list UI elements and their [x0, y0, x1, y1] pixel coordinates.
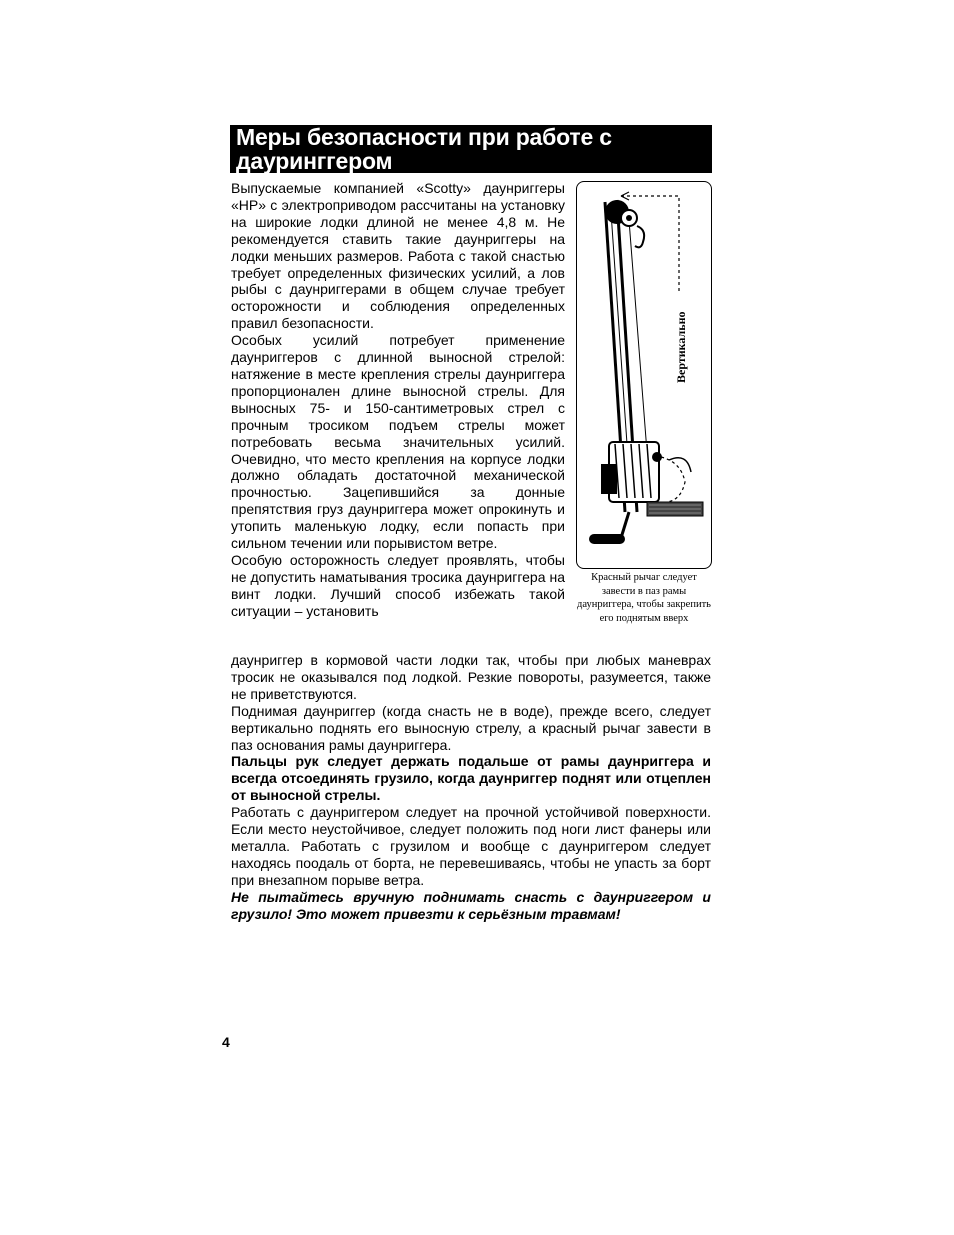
paragraph-injury-warning: Не пытайтесь вручную поднимать снасть с даунриггером и грузило! Это может привезти к серьёзным травмам!	[231, 888, 711, 922]
paragraph-propeller: Особую осторожность следует проявлять, чтобы не допустить наматывания тросика даунриггера на винт лодки. Лучший способ избежать такой ситуации – установить	[231, 551, 565, 619]
paragraph-intro: Выпускаемые компанией «Scotty» даунриггеры «HP» с электроприводом рассчитаны на установку на широкие лодки длиной не менее 4,8 м. Не рекомендуется ставить такие даунриггеры на лодки меньших размеров. Работа с такой снастью требует определенных физических усилий, а лов рыбы с даунриггерами в общем случае требует осторожности и соблюдения определенных правил безопасности.	[231, 180, 565, 332]
figure-frame	[576, 181, 712, 569]
paragraph-continued: даунриггер в кормовой части лодки так, чтобы при любых маневрах тросик не оказывался под лодкой. Резкие повороты, разумеется, также не приветствуются.	[231, 652, 711, 702]
left-column	[231, 180, 565, 620]
paragraph-lifting: Поднимая даунриггер (когда снасть не в воде), прежде всего, следует вертикально поднять его выносную стрелу, а красный рычаг завести в паз основания рамы даунриггера.	[231, 702, 711, 753]
figure-caption: Красный рычаг следует завести в паз рамы даунриггера, чтобы закрепить его поднятым вверх	[577, 572, 711, 624]
downrigger-figure	[576, 181, 712, 625]
paragraph-fingers-warning: Пальцы рук следует держать подальше от рамы даунриггера и всегда отсоединять грузило, когда даунриггер поднят или отцеплен от выносной стрелы.	[231, 753, 711, 804]
section-title: Меры безопасности при работе с дауринггером	[230, 125, 712, 173]
full-width-column	[231, 652, 711, 923]
paragraph-long-boom: Особых усилий потребует применение даунриггеров с длинной выносной стрелой: натяжение в месте крепления стрелы даунриггера пропорционален длине выносной стрелы. Для выносных 75- и 150-сантиметровых стрел с прочным тросиком подъем стрелы может потребовать весьма значительных усилий. Очевидно, что место крепления на корпусе лодки должно обладать достаточной механической прочностью. Зацепившийся за донные препятствия груз даунриггера может опрокинуть и утопить маленькую лодку, если попасть при сильном течении или порывистом ветре.	[231, 332, 565, 552]
vertical-label: Вертикально	[674, 311, 688, 383]
paragraph-stable-surface: Работать с даунриггером следует на прочной устойчивой поверхности. Если место неустойчивое, следует положить под ноги лист фанеры или металла. Работать с грузилом и вообще с даунриггером следует находясь поодаль от борта, не перевешиваясь, чтобы не упасть за борт при внезапном порыве ветра.	[231, 804, 711, 888]
page-number: 4	[222, 1034, 230, 1050]
